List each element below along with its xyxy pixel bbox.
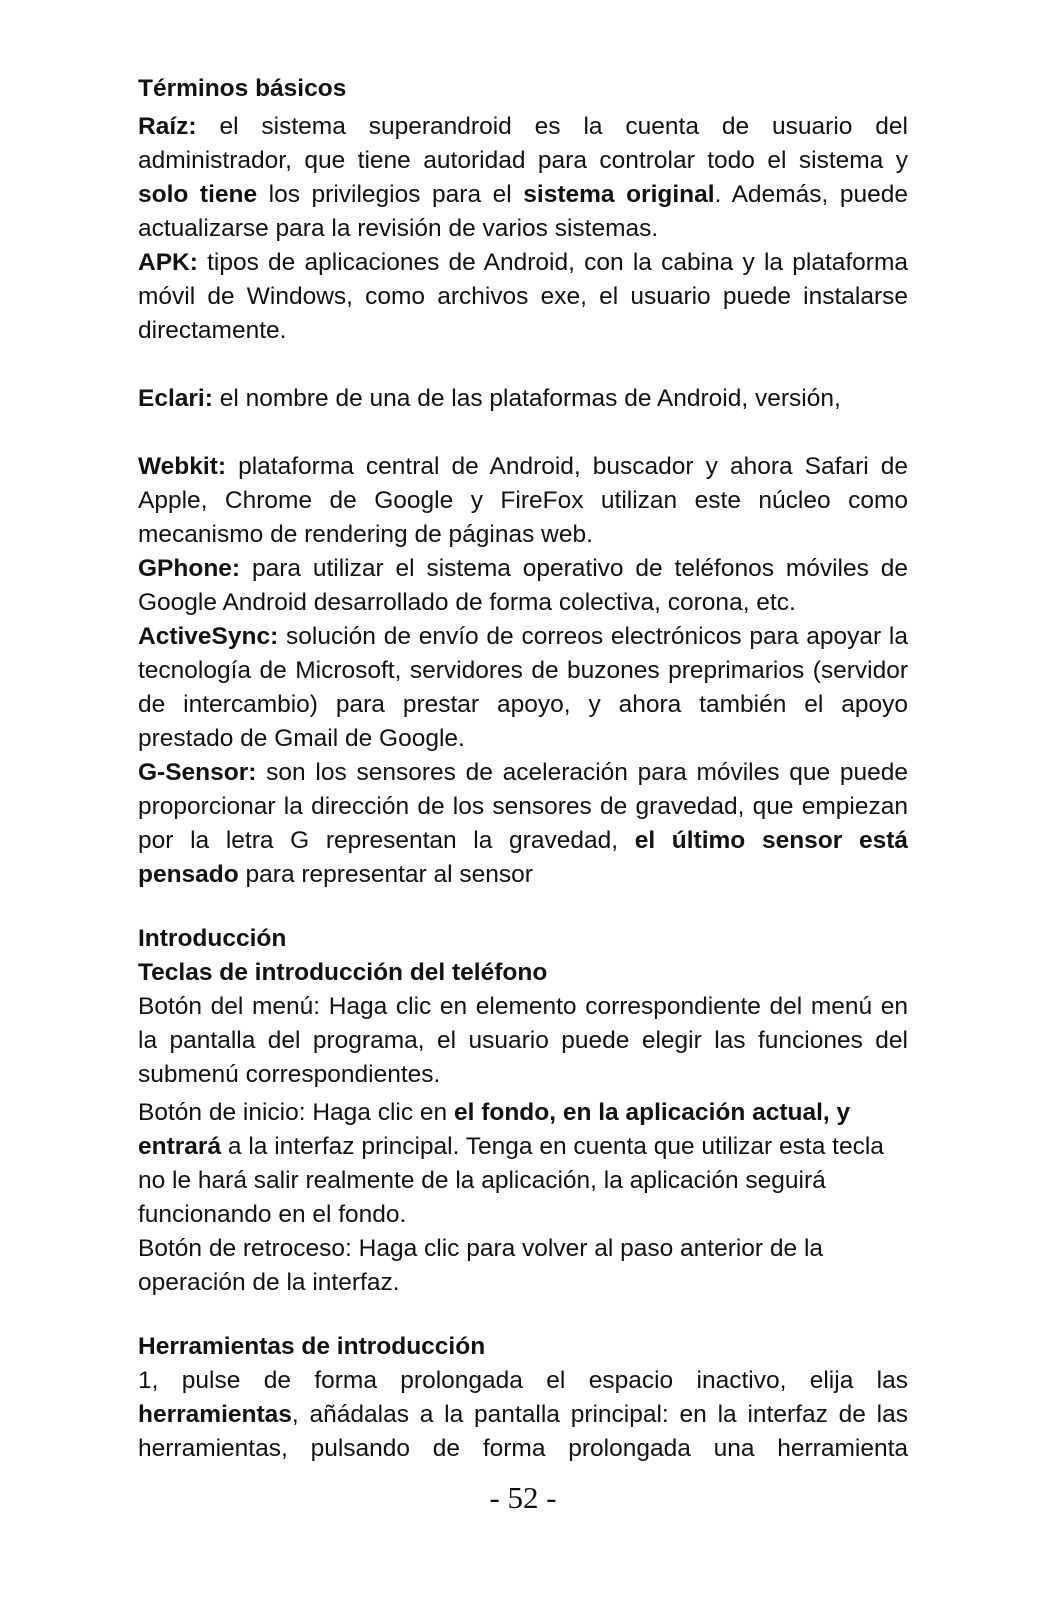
paragraph-boton-retroceso: Botón de retroceso: Haga clic para volver al paso anterior de la operación de la interfaz. — [138, 1235, 824, 1296]
paragraph-boton-menu: Botón del menú: Haga clic en elemento correspondiente del menú en la pantalla del programa, el usuario puede elegir las funciones del submenú correspondientes. — [138, 993, 908, 1088]
subheading-teclas: Teclas de introducción del teléfono — [138, 959, 548, 986]
definition-apk: APK: tipos de aplicaciones de Android, con la cabina y la plataforma móvil de Windows, como archivos exe, el usuario puede instalarse directamente. — [138, 249, 908, 344]
section-heading-introduccion: Introducción — [138, 925, 287, 952]
term-gsensor: G-Sensor: — [138, 759, 257, 786]
definition-gphone: GPhone: para utilizar el sistema operativo de teléfonos móviles de Google Android desarrollado de forma colectiva, corona, etc. — [138, 555, 908, 616]
definition-raiz: Raíz: el sistema superandroid es la cuenta de usuario del administrador, que tiene autoridad para controlar todo el sistema y solo tiene los privilegios para el sistema original. Además, puede actualizarse para la revisión de varios sistemas. — [138, 113, 908, 242]
definition-gsensor: G-Sensor: son los sensores de aceleración para móviles que puede proporcionar la dirección de los sensores de gravedad, que empiezan por la letra G representan la gravedad, el último sensor está pensado para representar al sensor — [138, 759, 908, 888]
section-heading-terminos: Términos básicos — [138, 75, 347, 102]
paragraph-boton-inicio: Botón de inicio: Haga clic en el fondo, en la aplicación actual, y entrará a la interfaz principal. Tenga en cuenta que utilizar esta tecla no le hará salir realmente de la aplicación, la aplicación seguirá funcionando en el fondo. — [138, 1099, 884, 1228]
term-raiz: Raíz: — [138, 113, 197, 140]
term-gphone: GPhone: — [138, 555, 241, 582]
term-eclari: Eclari: — [138, 385, 213, 412]
paragraph-herramientas: 1, pulse de forma prolongada el espacio inactivo, elija las herramientas, añádalas a la pantalla principal: en la interfaz de las herramientas, pulsando de forma prolongada una herramienta — [138, 1367, 908, 1462]
definition-activesync: ActiveSync: solución de envío de correos electrónicos para apoyar la tecnología de Microsoft, servidores de buzones preprimarios (servidor de intercambio) para prestar apoyo, y ahora también el apoyo prestado de Gmail de Google. — [138, 623, 908, 752]
definition-webkit: Webkit: plataforma central de Android, buscador y ahora Safari de Apple, Chrome de Google y FireFox utilizan este núcleo como mecanismo de rendering de páginas web. — [138, 453, 908, 548]
term-apk: APK: — [138, 249, 198, 276]
section-heading-herramientas: Herramientas de introducción — [138, 1333, 486, 1360]
page-number: - 52 - — [489, 1480, 557, 1515]
document-page — [138, 72, 908, 1466]
term-activesync: ActiveSync: — [138, 623, 279, 650]
definition-eclari: Eclari: el nombre de una de las plataformas de Android, versión, — [138, 385, 841, 412]
term-webkit: Webkit: — [138, 453, 227, 480]
